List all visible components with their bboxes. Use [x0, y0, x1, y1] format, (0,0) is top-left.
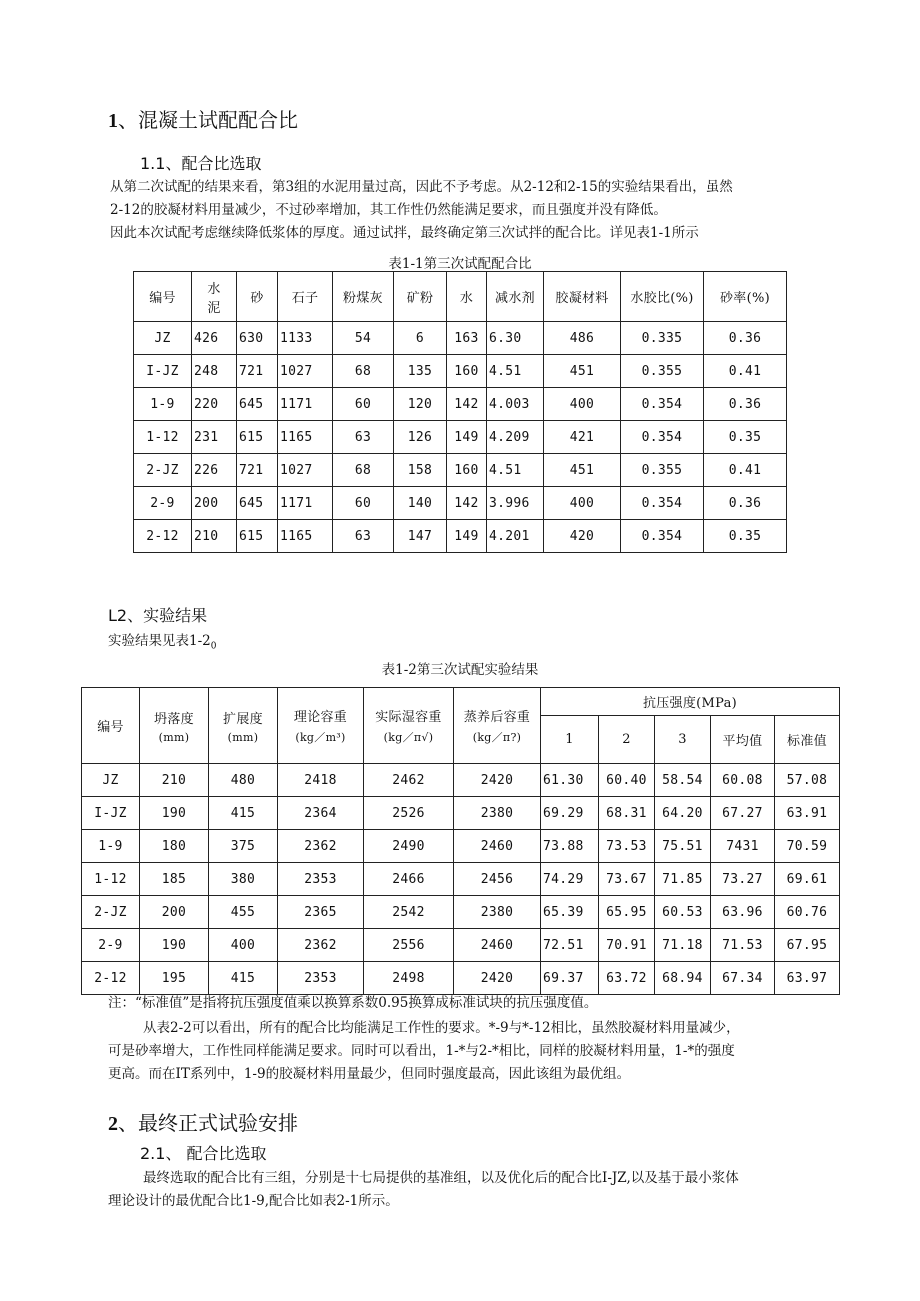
table-cell: 185 [140, 863, 209, 896]
table-cell: 60.40 [599, 764, 655, 797]
table-1-header-cell: 水胶比(%) [621, 272, 704, 322]
table-cell: 2418 [278, 764, 364, 797]
table-cell: 2420 [454, 962, 541, 995]
table-cell: 200 [140, 896, 209, 929]
table-cell: 2456 [454, 863, 541, 896]
section-2-heading [108, 1107, 298, 1136]
table-1-header-cell: 砂率(%) [704, 272, 787, 322]
paragraph-1-line: 2-12的胶凝材料用量减少，不过砂率增加，其工作性仍然能满足要求，而且强度并没有降低。 [110, 202, 667, 218]
row-id-cell: I-JZ [82, 797, 140, 830]
paragraph-1 [110, 176, 733, 245]
table-2-header-cell: 扩展度 (mm) [209, 688, 278, 764]
table-cell: 415 [209, 962, 278, 995]
section-1-number: 1 [108, 110, 118, 132]
table-cell: 142 [447, 487, 487, 520]
table-cell: 375 [209, 830, 278, 863]
table-cell: 126 [394, 421, 447, 454]
table-cell: 63.97 [775, 962, 840, 995]
table-cell: 68.31 [599, 797, 655, 830]
table-2-header-cell: 标准值 [775, 716, 840, 764]
table-cell: 60 [333, 388, 394, 421]
table-cell: 415 [209, 797, 278, 830]
table-cell: 451 [544, 355, 621, 388]
table-cell: 160 [447, 454, 487, 487]
row-id-cell: I-JZ [134, 355, 192, 388]
table-cell: 72.51 [541, 929, 599, 962]
table-cell: 645 [237, 388, 278, 421]
row-id-cell: JZ [82, 764, 140, 797]
table-cell: 67.34 [711, 962, 775, 995]
table-cell: 60.53 [655, 896, 711, 929]
table-cell: 400 [544, 487, 621, 520]
table-cell: 486 [544, 322, 621, 355]
row-id-cell: 1-12 [82, 863, 140, 896]
table-2-header-cell: 理论容重 (kg／m³) [278, 688, 364, 764]
table-cell: 54 [333, 322, 394, 355]
table-cell: 400 [209, 929, 278, 962]
table-2-header-cell: 抗压强度(MPa) [541, 688, 840, 716]
table-cell: 400 [544, 388, 621, 421]
table-cell: 0.36 [704, 388, 787, 421]
table-2-header-row [82, 688, 840, 716]
table-cell: 7431 [711, 830, 775, 863]
paragraph-3-line: 可是砂率增大，工作性同样能满足要求。同时可以看出，1-*与2-*相比，同样的胶凝材料用量，1-*的强度 [108, 1043, 735, 1059]
table-cell: 60 [333, 487, 394, 520]
table-row [134, 388, 787, 421]
table-cell: 158 [394, 454, 447, 487]
table-cell: 480 [209, 764, 278, 797]
paragraph-3 [108, 1017, 740, 1086]
table-cell: 142 [447, 388, 487, 421]
table-cell: 6.30 [487, 322, 544, 355]
row-id-cell: JZ [134, 322, 192, 355]
table-cell: 163 [447, 322, 487, 355]
table-cell: 1171 [278, 487, 333, 520]
table-cell: 147 [394, 520, 447, 553]
table-row [134, 487, 787, 520]
table-cell: 63 [333, 520, 394, 553]
table-cell: 73.53 [599, 830, 655, 863]
table-cell: 426 [192, 322, 237, 355]
row-id-cell: 2-9 [134, 487, 192, 520]
table-cell: 248 [192, 355, 237, 388]
table-cell: 2460 [454, 830, 541, 863]
table-2-header-cell: 实际湿容重 (kg／π√) [364, 688, 454, 764]
table-cell: 645 [237, 487, 278, 520]
table-cell: 2462 [364, 764, 454, 797]
table-cell: 63.72 [599, 962, 655, 995]
table-2-header-cell: 蒸养后容重 (kg／π?) [454, 688, 541, 764]
table-cell: 615 [237, 421, 278, 454]
table-cell: 4.51 [487, 454, 544, 487]
table-cell: 421 [544, 421, 621, 454]
paragraph-3-line: 更高。而在IT系列中，1-9的胶凝材料用量最少，但同时强度最高，因此该组为最优组。 [108, 1066, 631, 1082]
table-row [82, 929, 840, 962]
table-cell: 64.20 [655, 797, 711, 830]
subsection-1-1-heading: 1.1、配合比选取 [140, 154, 262, 173]
table-cell: 71.18 [655, 929, 711, 962]
table-cell: 0.354 [621, 487, 704, 520]
row-id-cell: 2-JZ [82, 896, 140, 929]
table-cell: 60.08 [711, 764, 775, 797]
table-cell: 69.37 [541, 962, 599, 995]
table-cell: 455 [209, 896, 278, 929]
table-cell: 75.51 [655, 830, 711, 863]
table-cell: 2526 [364, 797, 454, 830]
table-cell: 420 [544, 520, 621, 553]
table-cell: 57.08 [775, 764, 840, 797]
table-2-header-cell: 1 [541, 716, 599, 764]
table-cell: 120 [394, 388, 447, 421]
table-cell: 210 [192, 520, 237, 553]
table-cell: 1027 [278, 355, 333, 388]
table-row [82, 896, 840, 929]
row-id-cell: 2-9 [82, 929, 140, 962]
table-cell: 63 [333, 421, 394, 454]
paragraph-1-line: 因此本次试配考虑继续降低浆体的厚度。通过试拌，最终确定第三次试拌的配合比。详见表1-1所示 [110, 225, 699, 241]
paragraph-3-line: 从表2-2可以看出，所有的配合比均能满足工作性的要求。*-9与*-12相比，虽然胶凝材料用量减少， [143, 1020, 740, 1036]
table-cell: 451 [544, 454, 621, 487]
table-1-header-row [134, 272, 787, 322]
table-cell: 140 [394, 487, 447, 520]
table-cell: 1165 [278, 520, 333, 553]
table-cell: 0.354 [621, 421, 704, 454]
table-cell: 4.51 [487, 355, 544, 388]
paragraph-4-line: 最终选取的配合比有三组，分别是十七局提供的基准组，以及优化后的配合比I-JZ,以及基于最小浆体 [143, 1170, 739, 1186]
table-cell: 220 [192, 388, 237, 421]
table-cell: 68.94 [655, 962, 711, 995]
table-cell: 0.354 [621, 520, 704, 553]
section-1-title: 、混凝土试配配合比 [118, 108, 298, 132]
table-1-header-cell: 矿粉 [394, 272, 447, 322]
table-cell: 1027 [278, 454, 333, 487]
table-cell: 0.355 [621, 454, 704, 487]
table-cell: 61.30 [541, 764, 599, 797]
table-1-header-cell: 水 [447, 272, 487, 322]
row-id-cell: 2-JZ [134, 454, 192, 487]
table-cell: 210 [140, 764, 209, 797]
table-cell: 0.35 [704, 421, 787, 454]
table-1-header-cell: 编号 [134, 272, 192, 322]
table-cell: 65.39 [541, 896, 599, 929]
table-cell: 0.355 [621, 355, 704, 388]
table-cell: 1171 [278, 388, 333, 421]
row-id-cell: 2-12 [134, 520, 192, 553]
table-row [134, 322, 787, 355]
table-cell: 2498 [364, 962, 454, 995]
paragraph-1-line: 从第二次试配的结果来看，第3组的水泥用量过高，因此不予考虑。从2-12和2-15的实验结果看出，虽然 [110, 179, 733, 195]
row-id-cell: 2-12 [82, 962, 140, 995]
table-cell: 67.95 [775, 929, 840, 962]
table-cell: 2364 [278, 797, 364, 830]
table-cell: 71.85 [655, 863, 711, 896]
table-row [134, 421, 787, 454]
table-1-header-cell: 减水剂 [487, 272, 544, 322]
table-cell: 74.29 [541, 863, 599, 896]
paragraph-4-line: 理论设计的最优配合比1-9,配合比如表2-1所示。 [108, 1193, 399, 1209]
table-cell: 380 [209, 863, 278, 896]
table-2-note: 注：“标准值”是指将抗压强度值乘以换算系数0.95换算成标准试块的抗压强度值。 [108, 995, 598, 1011]
table-cell: 2490 [364, 830, 454, 863]
table-cell: 3.996 [487, 487, 544, 520]
table-cell: 1133 [278, 322, 333, 355]
table-cell: 69.29 [541, 797, 599, 830]
table-cell: 231 [192, 421, 237, 454]
table-cell: 180 [140, 830, 209, 863]
table-cell: 4.003 [487, 388, 544, 421]
table-cell: 226 [192, 454, 237, 487]
table-1-header-cell: 胶凝材料 [544, 272, 621, 322]
table-2-caption: 表1-2第三次试配实验结果 [381, 662, 539, 678]
table-row [82, 830, 840, 863]
table-cell: 200 [192, 487, 237, 520]
table-cell: 0.335 [621, 322, 704, 355]
table-2-header-cell: 编号 [82, 688, 140, 764]
table-cell: 73.88 [541, 830, 599, 863]
table-cell: 2420 [454, 764, 541, 797]
table-cell: 160 [447, 355, 487, 388]
table-cell: 190 [140, 929, 209, 962]
table-cell: 149 [447, 421, 487, 454]
table-cell: 2556 [364, 929, 454, 962]
table-cell: 2380 [454, 896, 541, 929]
table-cell: 65.95 [599, 896, 655, 929]
table-1-caption: 表1-1第三次试配配合比 [388, 256, 532, 272]
table-1-header-cell: 水 泥 [192, 272, 237, 322]
table-cell: 67.27 [711, 797, 775, 830]
row-id-cell: 1-12 [134, 421, 192, 454]
table-cell: 2542 [364, 896, 454, 929]
mix-ratio-table [133, 271, 787, 553]
table-cell: 0.35 [704, 520, 787, 553]
table-cell: 190 [140, 797, 209, 830]
table-row [82, 764, 840, 797]
table-cell: 68 [333, 454, 394, 487]
table-cell: 73.67 [599, 863, 655, 896]
table-2-header-cell: 2 [599, 716, 655, 764]
table-cell: 2380 [454, 797, 541, 830]
section-2-number: 2 [108, 1113, 118, 1135]
table-cell: 2353 [278, 863, 364, 896]
table-cell: 615 [237, 520, 278, 553]
section-2-title: 、最终正式试验安排 [118, 1111, 298, 1135]
table-1-header-cell: 粉煤灰 [333, 272, 394, 322]
table-cell: 70.59 [775, 830, 840, 863]
table-cell: 721 [237, 355, 278, 388]
row-id-cell: 1-9 [82, 830, 140, 863]
table-cell: 135 [394, 355, 447, 388]
subsection-1-2-heading: L2、实验结果 [108, 606, 208, 625]
table-2-header-cell: 坍落度 (mm) [140, 688, 209, 764]
table-cell: 70.91 [599, 929, 655, 962]
table-cell: 60.76 [775, 896, 840, 929]
table-cell: 0.41 [704, 355, 787, 388]
table-cell: 1165 [278, 421, 333, 454]
table-cell: 0.36 [704, 322, 787, 355]
table-cell: 69.61 [775, 863, 840, 896]
paragraph-2: 实验结果见表$1-2_0$ [108, 633, 217, 652]
table-cell: 71.53 [711, 929, 775, 962]
table-1-header-cell: 砂 [237, 272, 278, 322]
test-results-table [81, 687, 840, 995]
table-cell: 63.91 [775, 797, 840, 830]
table-cell: 2365 [278, 896, 364, 929]
table-row [134, 520, 787, 553]
subsection-2-1-heading: 2.1、 配合比选取 [140, 1144, 267, 1163]
paragraph-4 [108, 1167, 739, 1213]
table-cell: 6 [394, 322, 447, 355]
table-cell: 73.27 [711, 863, 775, 896]
table-cell: 2466 [364, 863, 454, 896]
table-cell: 2362 [278, 929, 364, 962]
table-row [82, 863, 840, 896]
table-1-header-cell: 石子 [278, 272, 333, 322]
table-cell: 4.201 [487, 520, 544, 553]
table-cell: 58.54 [655, 764, 711, 797]
table-row [134, 454, 787, 487]
table-row [82, 962, 840, 995]
table-row [82, 797, 840, 830]
table-cell: 2353 [278, 962, 364, 995]
row-id-cell: 1-9 [134, 388, 192, 421]
table-cell: 630 [237, 322, 278, 355]
table-cell: 4.209 [487, 421, 544, 454]
table-cell: 0.41 [704, 454, 787, 487]
table-cell: 0.354 [621, 388, 704, 421]
table-cell: 0.36 [704, 487, 787, 520]
table-2-header-cell: 3 [655, 716, 711, 764]
table-cell: 721 [237, 454, 278, 487]
table-cell: 149 [447, 520, 487, 553]
table-cell: 2460 [454, 929, 541, 962]
table-row [134, 355, 787, 388]
table-cell: 63.96 [711, 896, 775, 929]
section-1-heading [108, 104, 298, 133]
table-cell: 68 [333, 355, 394, 388]
table-cell: 2362 [278, 830, 364, 863]
table-cell: 195 [140, 962, 209, 995]
table-2-header-cell: 平均值 [711, 716, 775, 764]
